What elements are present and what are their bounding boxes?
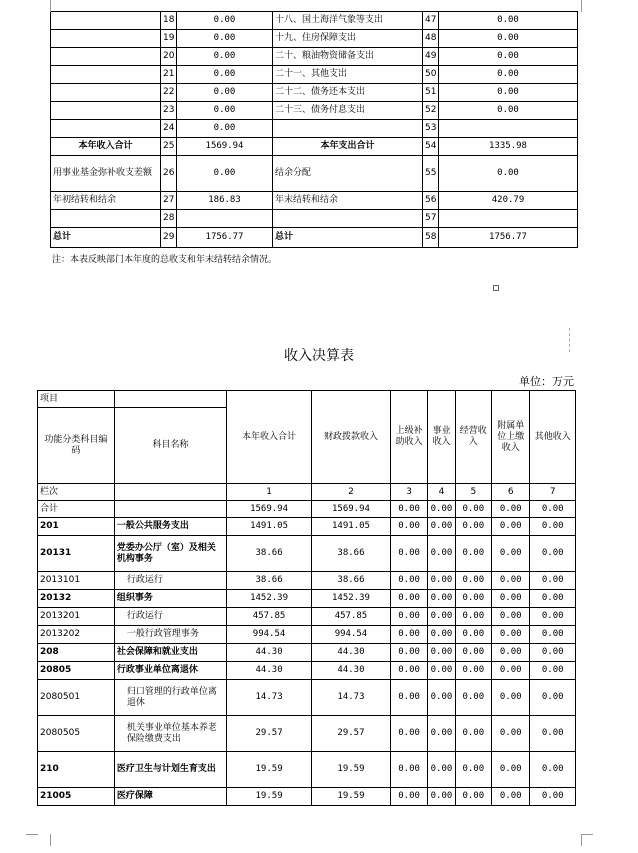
row-label: 年初结转和结余 <box>51 192 161 210</box>
subject-code: 20132 <box>38 590 115 608</box>
subject-code: 20805 <box>38 662 115 680</box>
income-value: 0.00 <box>455 536 491 572</box>
table-note: 注：本表反映部门本年度的总收支和年末结转结余情况。 <box>52 255 278 265</box>
table-row <box>38 572 576 590</box>
income-value: 0.00 <box>492 626 530 644</box>
income-value: 0.00 <box>455 752 491 788</box>
table-row <box>51 210 578 228</box>
total-value: 0.00 <box>530 501 576 518</box>
income-value: 0.00 <box>390 626 427 644</box>
header-other: 其他收入 <box>530 391 576 484</box>
income-value: 44.30 <box>312 662 391 680</box>
table-row <box>38 680 576 716</box>
row-number-right: 47 <box>423 12 439 30</box>
row-value: 0.00 <box>177 156 273 192</box>
total-label: 合计 <box>38 501 115 518</box>
col-index-number: 1 <box>227 484 312 501</box>
income-value: 994.54 <box>312 626 391 644</box>
col-index-number: 2 <box>312 484 391 501</box>
total-value: 1569.94 <box>227 501 312 518</box>
table-row <box>38 662 576 680</box>
income-value: 0.00 <box>428 536 455 572</box>
income-value: 0.00 <box>530 752 576 788</box>
income-value: 0.00 <box>530 680 576 716</box>
table-row <box>51 192 578 210</box>
subject-code: 2013101 <box>38 572 115 590</box>
row-number: 19 <box>161 30 177 48</box>
income-value: 14.73 <box>312 680 391 716</box>
income-value: 44.30 <box>312 644 391 662</box>
header-affiliate: 附属单位上缴收入 <box>492 391 530 484</box>
table-row <box>38 626 576 644</box>
row-value-right <box>439 120 578 138</box>
row-label-right: 总计 <box>273 228 423 248</box>
row-value-right: 0.00 <box>439 102 578 120</box>
row-label-right: 结余分配 <box>273 156 423 192</box>
income-value: 38.66 <box>227 572 312 590</box>
income-value: 0.00 <box>390 590 427 608</box>
income-value: 0.00 <box>390 644 427 662</box>
income-value: 44.30 <box>227 662 312 680</box>
total-value: 0.00 <box>455 501 491 518</box>
header-project: 项目 <box>38 391 115 408</box>
header-total: 本年收入合计 <box>227 391 312 484</box>
table-row <box>51 156 578 192</box>
income-value: 19.59 <box>227 752 312 788</box>
header-col-index-blank <box>114 484 226 501</box>
anchor-marker <box>493 285 499 291</box>
row-label <box>51 30 161 48</box>
income-value: 0.00 <box>530 788 576 806</box>
row-label: 用事业基金弥补收支差额 <box>51 156 161 192</box>
row-label-right <box>273 120 423 138</box>
subject-name: 行政运行 <box>114 572 226 590</box>
income-value: 19.59 <box>312 788 391 806</box>
upper-summary-table <box>50 11 578 248</box>
income-value: 0.00 <box>530 608 576 626</box>
row-value: 0.00 <box>177 120 273 138</box>
income-value: 0.00 <box>390 662 427 680</box>
income-value: 994.54 <box>227 626 312 644</box>
header-code: 功能分类科目编码 <box>38 408 115 484</box>
row-number: 29 <box>161 228 177 248</box>
total-value: 0.00 <box>428 501 455 518</box>
row-label-right: 二十、粮油物资储备支出 <box>273 48 423 66</box>
row-label <box>51 102 161 120</box>
income-value: 38.66 <box>312 536 391 572</box>
income-value: 0.00 <box>492 680 530 716</box>
unit-label: 单位：万元 <box>519 375 574 388</box>
row-number: 20 <box>161 48 177 66</box>
row-value: 0.00 <box>177 102 273 120</box>
income-value: 0.00 <box>455 680 491 716</box>
income-value: 0.00 <box>530 644 576 662</box>
row-value: 186.83 <box>177 192 273 210</box>
income-value: 29.57 <box>227 716 312 752</box>
subject-code: 210 <box>38 752 115 788</box>
subject-name: 医疗卫生与计划生育支出 <box>114 752 226 788</box>
row-label-right: 十八、国土海洋气象等支出 <box>273 12 423 30</box>
row-number: 27 <box>161 192 177 210</box>
income-value: 0.00 <box>492 518 530 536</box>
subject-code: 2013202 <box>38 626 115 644</box>
subject-code: 201 <box>38 518 115 536</box>
row-value-right: 1756.77 <box>439 228 578 248</box>
table-row <box>51 102 578 120</box>
income-value: 0.00 <box>428 518 455 536</box>
table-row <box>51 66 578 84</box>
row-number: 21 <box>161 66 177 84</box>
subject-name: 医疗保障 <box>114 788 226 806</box>
row-value: 0.00 <box>177 30 273 48</box>
row-label-right <box>273 210 423 228</box>
income-value: 0.00 <box>455 662 491 680</box>
subject-name: 行政运行 <box>114 608 226 626</box>
subject-code: 208 <box>38 644 115 662</box>
income-value: 44.30 <box>227 644 312 662</box>
income-value: 457.85 <box>312 608 391 626</box>
income-value: 38.66 <box>227 536 312 572</box>
table-row <box>38 644 576 662</box>
income-value: 29.57 <box>312 716 391 752</box>
crop-mark <box>581 0 594 12</box>
income-value: 0.00 <box>428 608 455 626</box>
income-value: 0.00 <box>530 590 576 608</box>
col-index-number: 5 <box>455 484 491 501</box>
subject-code: 2013201 <box>38 608 115 626</box>
total-value: 1569.94 <box>312 501 391 518</box>
income-value: 19.59 <box>312 752 391 788</box>
income-value: 1452.39 <box>312 590 391 608</box>
subject-name: 机关事业单位基本养老保险缴费支出 <box>114 716 226 752</box>
row-number-right: 56 <box>423 192 439 210</box>
income-value: 0.00 <box>390 572 427 590</box>
row-label-right: 十九、住房保障支出 <box>273 30 423 48</box>
income-value: 0.00 <box>492 752 530 788</box>
row-number: 22 <box>161 84 177 102</box>
income-value: 0.00 <box>390 716 427 752</box>
row-label <box>51 84 161 102</box>
total-value: 0.00 <box>390 501 427 518</box>
row-value-right: 0.00 <box>439 156 578 192</box>
row-value: 0.00 <box>177 84 273 102</box>
col-index-number: 7 <box>530 484 576 501</box>
row-number: 28 <box>161 210 177 228</box>
table-row <box>51 12 578 30</box>
subject-name: 一般行政管理事务 <box>114 626 226 644</box>
total-value: 0.00 <box>492 501 530 518</box>
income-value: 0.00 <box>455 644 491 662</box>
row-number-right: 50 <box>423 66 439 84</box>
income-value: 0.00 <box>428 716 455 752</box>
row-value: 1569.94 <box>177 138 273 156</box>
income-value: 0.00 <box>455 572 491 590</box>
subject-name: 一般公共服务支出 <box>114 518 226 536</box>
row-number: 18 <box>161 12 177 30</box>
table-row <box>51 30 578 48</box>
col-index-number: 6 <box>492 484 530 501</box>
crop-mark <box>26 822 38 835</box>
row-value: 0.00 <box>177 66 273 84</box>
table-row <box>38 716 576 752</box>
row-number-right: 57 <box>423 210 439 228</box>
income-value: 19.59 <box>227 788 312 806</box>
income-value: 0.00 <box>390 536 427 572</box>
table-row <box>38 536 576 572</box>
table-row <box>38 608 576 626</box>
row-label <box>51 12 161 30</box>
header-name: 科目名称 <box>114 408 226 484</box>
income-value: 457.85 <box>227 608 312 626</box>
crop-mark <box>581 834 594 846</box>
row-label <box>51 48 161 66</box>
income-value: 0.00 <box>492 662 530 680</box>
income-value: 0.00 <box>428 788 455 806</box>
income-value: 0.00 <box>428 572 455 590</box>
table-row <box>51 48 578 66</box>
income-value: 14.73 <box>227 680 312 716</box>
row-number-right: 53 <box>423 120 439 138</box>
income-value: 0.00 <box>492 608 530 626</box>
income-value: 0.00 <box>455 518 491 536</box>
header-career: 事业收入 <box>428 391 455 484</box>
income-value: 0.00 <box>492 536 530 572</box>
income-value: 0.00 <box>455 716 491 752</box>
subject-name: 党委办公厅（室）及相关机构事务 <box>114 536 226 572</box>
header-upper-sub: 上级补助收入 <box>390 391 427 484</box>
subject-code: 2080501 <box>38 680 115 716</box>
subject-name: 行政事业单位离退休 <box>114 662 226 680</box>
row-number: 25 <box>161 138 177 156</box>
row-value-right <box>439 210 578 228</box>
row-label-right: 年末结转和结余 <box>273 192 423 210</box>
income-value: 1491.05 <box>312 518 391 536</box>
col-index-number: 4 <box>428 484 455 501</box>
row-value-right: 1335.98 <box>439 138 578 156</box>
row-label: 总计 <box>51 228 161 248</box>
subject-code: 20131 <box>38 536 115 572</box>
row-number: 23 <box>161 102 177 120</box>
col-index-number: 3 <box>390 484 427 501</box>
row-value-right: 0.00 <box>439 84 578 102</box>
row-label-right: 二十二、债务还本支出 <box>273 84 423 102</box>
income-value: 0.00 <box>428 626 455 644</box>
row-value: 0.00 <box>177 48 273 66</box>
crop-mark <box>38 834 51 846</box>
income-value: 0.00 <box>530 626 576 644</box>
table-row <box>51 120 578 138</box>
income-value: 0.00 <box>455 626 491 644</box>
income-value: 0.00 <box>428 680 455 716</box>
income-value: 0.00 <box>428 644 455 662</box>
income-value: 0.00 <box>530 662 576 680</box>
income-value: 0.00 <box>492 590 530 608</box>
income-value: 0.00 <box>390 680 427 716</box>
header-fiscal: 财政拨款收入 <box>312 391 391 484</box>
row-value: 0.00 <box>177 12 273 30</box>
income-value: 0.00 <box>428 662 455 680</box>
income-value: 0.00 <box>455 788 491 806</box>
header-operation: 经营收入 <box>455 391 491 484</box>
row-number: 26 <box>161 156 177 192</box>
row-number-right: 48 <box>423 30 439 48</box>
row-label <box>51 210 161 228</box>
table-row <box>51 228 578 248</box>
income-value: 0.00 <box>455 590 491 608</box>
subject-code: 2080505 <box>38 716 115 752</box>
row-number-right: 52 <box>423 102 439 120</box>
income-value: 0.00 <box>390 752 427 788</box>
subject-code: 21005 <box>38 788 115 806</box>
income-value: 0.00 <box>455 608 491 626</box>
income-value: 0.00 <box>428 590 455 608</box>
row-number: 24 <box>161 120 177 138</box>
table-row <box>51 138 578 156</box>
row-label <box>51 66 161 84</box>
income-table <box>37 390 576 806</box>
subject-name: 社会保障和就业支出 <box>114 644 226 662</box>
row-number-right: 54 <box>423 138 439 156</box>
row-value <box>177 210 273 228</box>
table-row <box>38 788 576 806</box>
income-value: 0.00 <box>492 716 530 752</box>
table-row <box>51 84 578 102</box>
page-title: 收入决算表 <box>284 348 354 364</box>
income-value: 0.00 <box>390 608 427 626</box>
income-value: 0.00 <box>530 716 576 752</box>
subject-name: 归口管理的行政单位离退休 <box>114 680 226 716</box>
income-value: 38.66 <box>312 572 391 590</box>
header-blank <box>114 391 226 408</box>
row-label <box>51 120 161 138</box>
income-value: 0.00 <box>492 788 530 806</box>
crop-mark <box>38 0 51 12</box>
income-value: 0.00 <box>530 536 576 572</box>
row-value-right: 420.79 <box>439 192 578 210</box>
row-number-right: 51 <box>423 84 439 102</box>
row-number-right: 58 <box>423 228 439 248</box>
income-value: 0.00 <box>390 788 427 806</box>
row-value-right: 0.00 <box>439 12 578 30</box>
income-value: 0.00 <box>390 518 427 536</box>
income-value: 0.00 <box>530 572 576 590</box>
row-value: 1756.77 <box>177 228 273 248</box>
header-col-index: 栏次 <box>38 484 115 501</box>
income-value: 0.00 <box>492 572 530 590</box>
row-value-right: 0.00 <box>439 30 578 48</box>
table-row <box>38 518 576 536</box>
row-value-right: 0.00 <box>439 48 578 66</box>
row-number-right: 49 <box>423 48 439 66</box>
total-blank <box>114 501 226 518</box>
subject-name: 组织事务 <box>114 590 226 608</box>
row-number-right: 55 <box>423 156 439 192</box>
row-label-right: 本年支出合计 <box>273 138 423 156</box>
row-label-right: 二十三、债务付息支出 <box>273 102 423 120</box>
row-value-right: 0.00 <box>439 66 578 84</box>
income-value: 0.00 <box>428 752 455 788</box>
income-value: 1452.39 <box>227 590 312 608</box>
income-value: 0.00 <box>530 518 576 536</box>
income-value: 0.00 <box>492 644 530 662</box>
table-row <box>38 590 576 608</box>
income-value: 1491.05 <box>227 518 312 536</box>
table-row <box>38 752 576 788</box>
row-label-right: 二十一、其他支出 <box>273 66 423 84</box>
row-label: 本年收入合计 <box>51 138 161 156</box>
